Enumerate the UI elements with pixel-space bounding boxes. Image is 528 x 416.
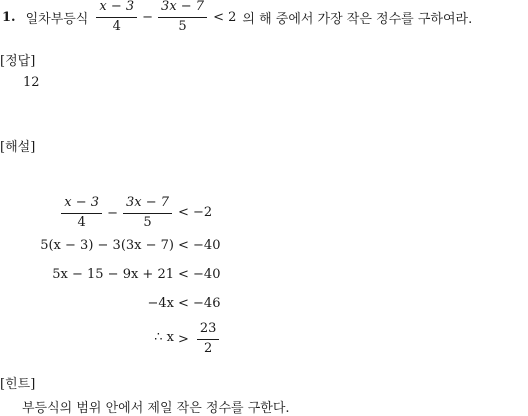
solution-step-4-rhs: < −46 xyxy=(178,296,221,311)
answer-label: [정답] xyxy=(0,54,36,69)
problem-fraction-1-numerator: x − 3 xyxy=(96,0,137,18)
step-1-fraction-1-numerator: x − 3 xyxy=(61,196,102,214)
solution-step-1-lhs xyxy=(59,194,174,232)
step-5-greater-than: > xyxy=(178,331,189,347)
problem-fraction-1 xyxy=(96,0,137,34)
problem-fraction-2 xyxy=(158,0,207,34)
step-1-fraction-2 xyxy=(123,196,172,231)
solution-step-4 xyxy=(0,296,528,316)
problem-text-after: 의 해 중에서 가장 작은 정수를 구하여라. xyxy=(242,11,473,27)
step-1-minus: − xyxy=(107,205,118,221)
solution-step-5 xyxy=(0,320,528,358)
solution-step-3-lhs: 5x − 15 − 9x + 21 xyxy=(52,267,174,282)
solution-step-1-rhs: < −2 xyxy=(178,205,213,220)
solution-label: [해설] xyxy=(0,140,36,155)
problem-inequality: < 2 xyxy=(213,9,237,25)
solution-step-2-lhs: 5(x − 3) − 3(3x − 7) xyxy=(40,238,174,253)
hint-label: [힌트] xyxy=(0,377,36,392)
step-5-fraction-denominator: 2 xyxy=(204,340,213,356)
solution-step-5-lhs: ∴ x xyxy=(154,330,174,345)
problem-minus: − xyxy=(142,9,154,25)
solution-step-4-lhs: −4x xyxy=(147,296,174,311)
step-5-fraction xyxy=(197,322,220,357)
problem-text-before: 일차부등식 xyxy=(25,11,89,27)
step-1-fraction-1 xyxy=(61,196,102,231)
answer-value: 12 xyxy=(23,75,40,90)
solution-step-2-rhs: < −40 xyxy=(178,238,221,253)
step-1-fraction-1-denominator: 4 xyxy=(77,214,86,230)
problem-number: 1. xyxy=(2,9,16,25)
problem-fraction-1-denominator: 4 xyxy=(112,18,121,34)
solution-step-3 xyxy=(0,267,528,287)
solution-step-5-rhs xyxy=(178,320,221,358)
problem-fraction-2-denominator: 5 xyxy=(178,18,187,34)
problem-fraction-2-numerator: 3x − 7 xyxy=(158,0,207,18)
step-1-fraction-2-numerator: 3x − 7 xyxy=(123,196,172,214)
solution-step-1 xyxy=(0,194,528,232)
solution-step-3-rhs: < −40 xyxy=(178,267,221,282)
step-5-fraction-numerator: 23 xyxy=(197,322,220,340)
problem-statement xyxy=(2,0,472,34)
step-1-fraction-2-denominator: 5 xyxy=(143,214,152,230)
solution-step-2 xyxy=(0,238,528,258)
hint-text: 부등식의 범위 안에서 제일 작은 정수를 구한다. xyxy=(22,401,290,416)
